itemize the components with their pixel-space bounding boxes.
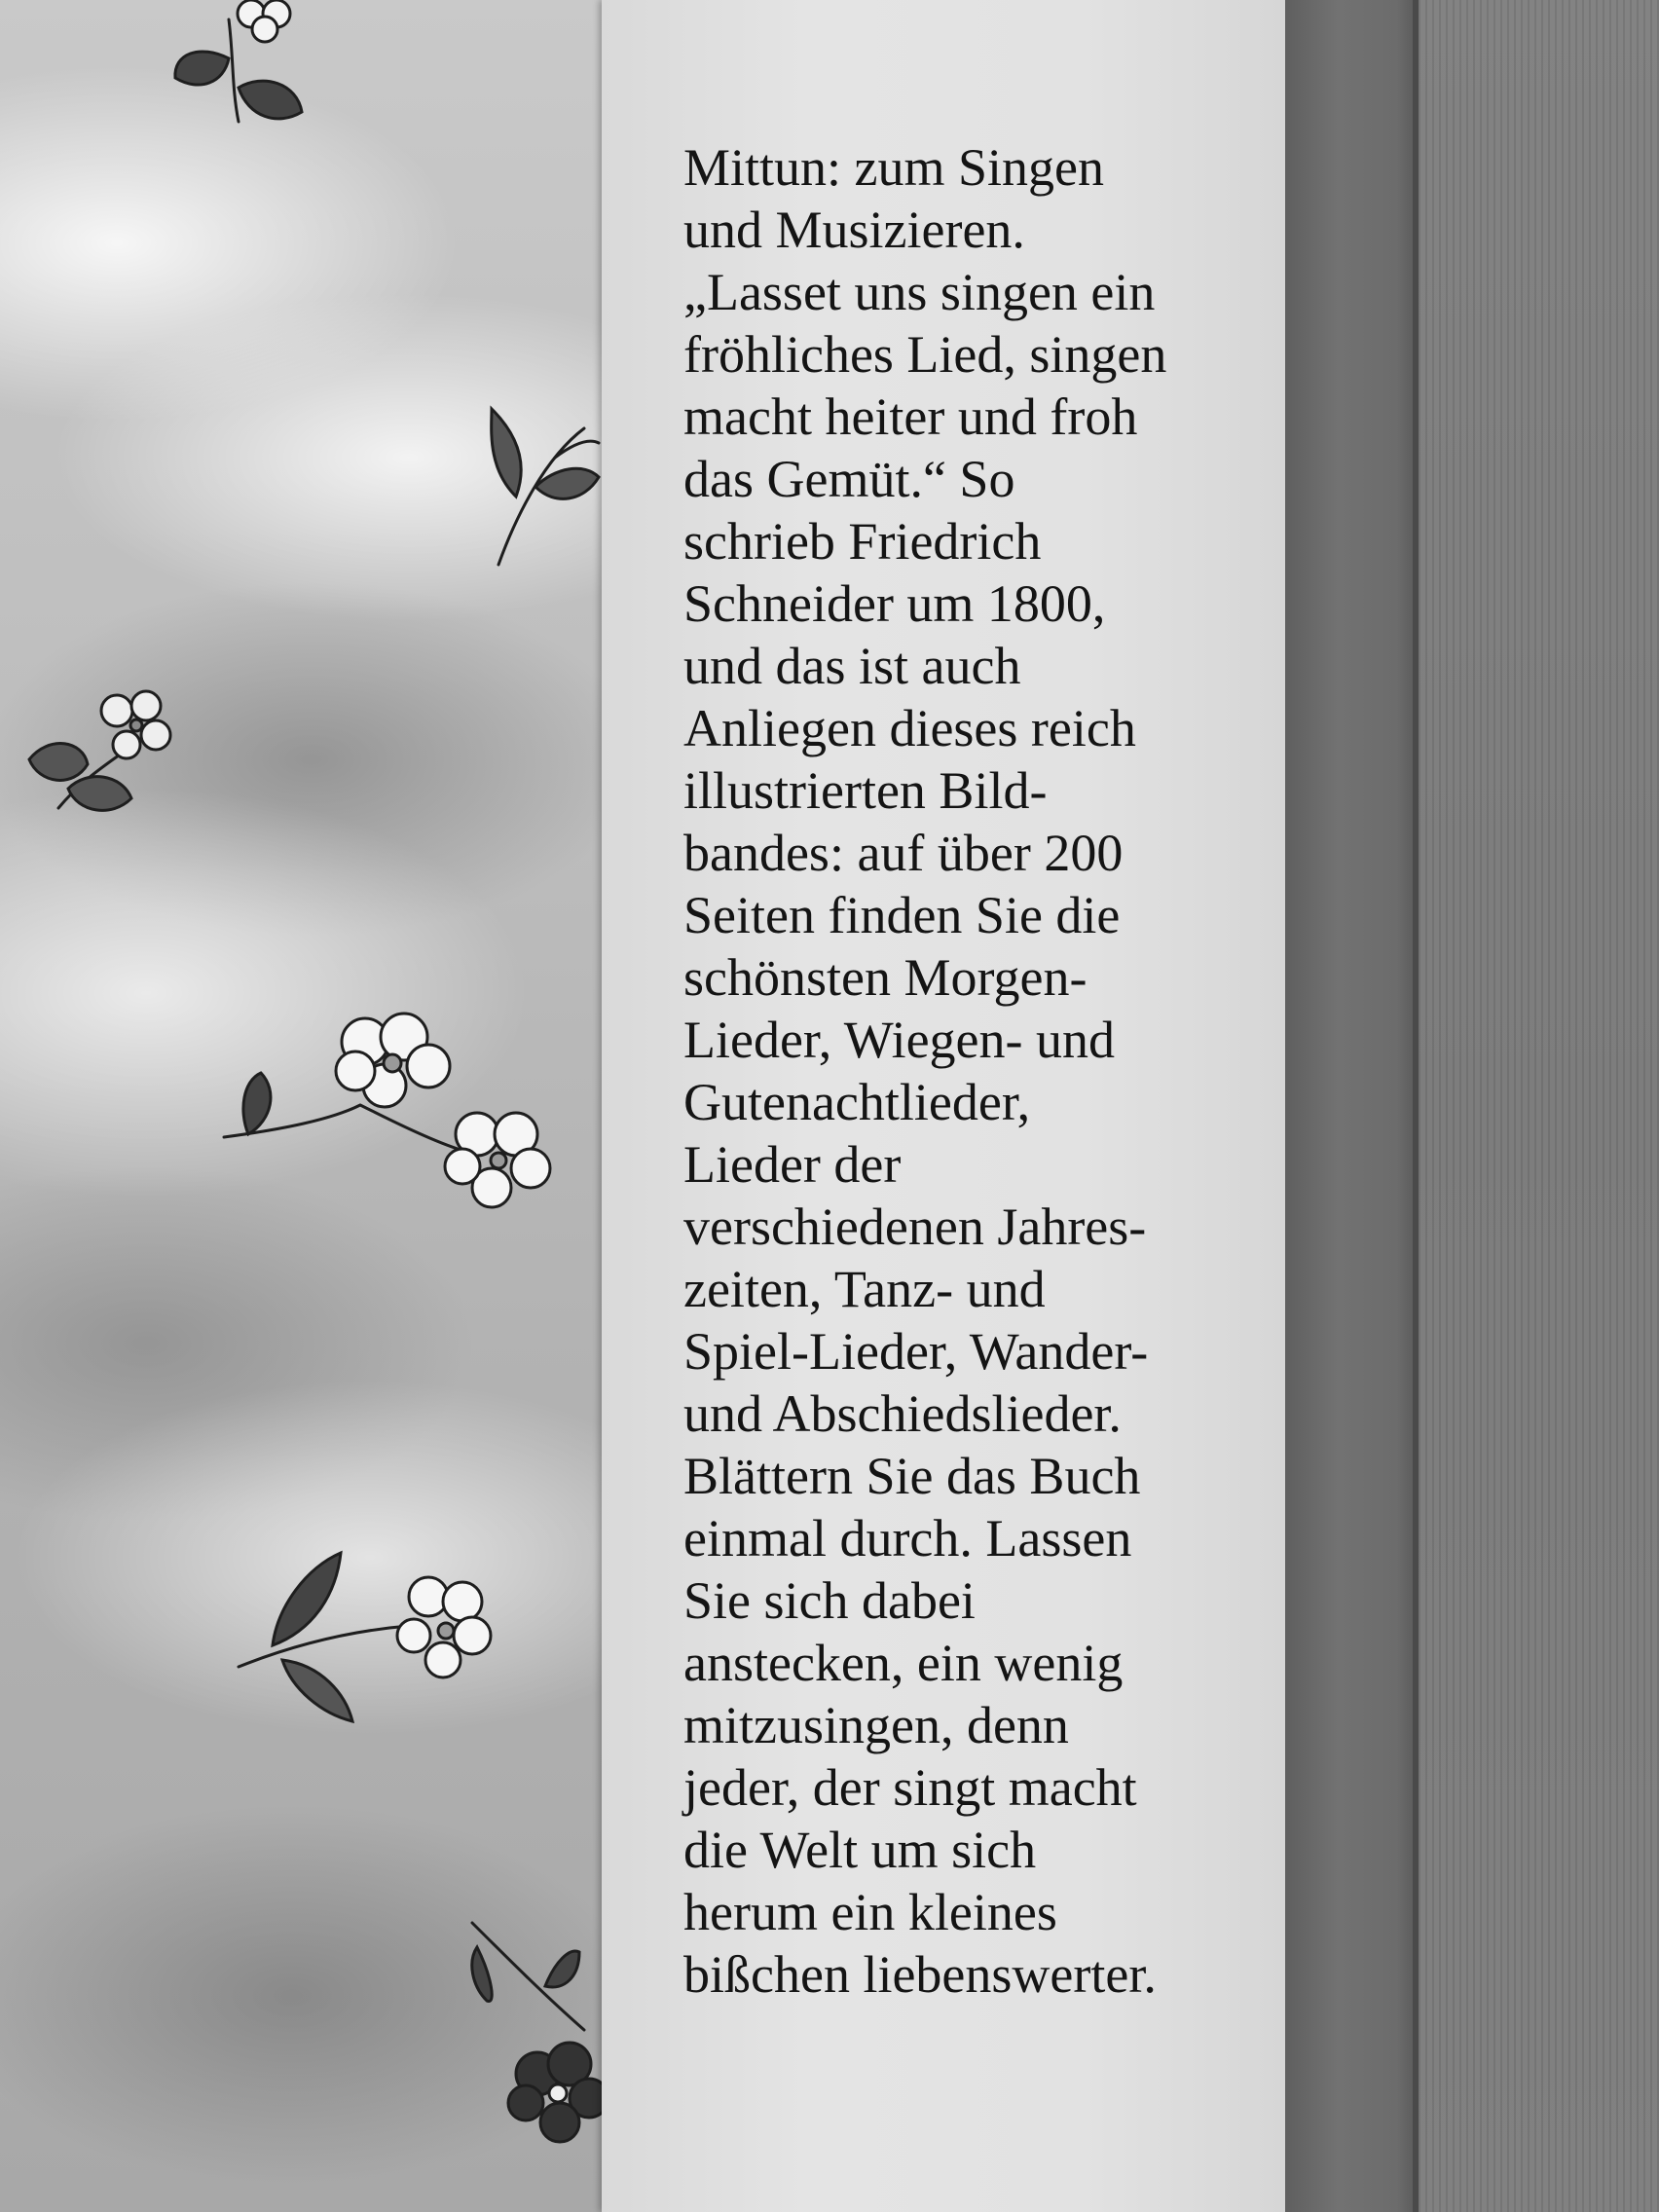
- flower-sprig-icon: [224, 1014, 550, 1207]
- flower-sprigs: [0, 0, 602, 2212]
- blurb-line: fröhliches Lied, singen: [683, 325, 1167, 384]
- flower-sprig-icon: [239, 1553, 491, 1721]
- floral-illustration-panel: [0, 0, 602, 2212]
- blurb-line: schrieb Friedrich: [683, 512, 1042, 571]
- flower-sprig-icon: [29, 691, 170, 810]
- blurb-line: mitzusingen, denn: [683, 1696, 1069, 1754]
- book-spine-shadow: [1285, 0, 1417, 2212]
- blurb-line: schönsten Morgen-: [683, 948, 1088, 1007]
- blurb-line: Seiten finden Sie die: [683, 886, 1121, 944]
- blurb-line: und Abschiedslieder.: [683, 1384, 1122, 1443]
- blurb-line: Mittun: zum Singen: [683, 138, 1104, 197]
- blurb-line: und das ist auch: [683, 637, 1021, 695]
- blurb-line: macht heiter und froh: [683, 387, 1138, 446]
- blurb-line: die Welt um sich: [683, 1821, 1037, 1879]
- blurb-line: Gutenachtlieder,: [683, 1073, 1031, 1131]
- blurb-line: Spiel-Lieder, Wander-: [683, 1322, 1149, 1381]
- blurb-line: anstecken, ein wenig: [683, 1634, 1124, 1692]
- blurb-line: Sie sich dabei: [683, 1571, 976, 1630]
- blurb-line: herum ein kleines: [683, 1883, 1057, 1941]
- blurb-line: Blättern Sie das Buch: [683, 1447, 1141, 1505]
- blurb-line: illustrierten Bild-: [683, 761, 1048, 820]
- blurb-line: „Lasset uns singen ein: [683, 263, 1156, 321]
- blurb-line: jeder, der singt macht: [683, 1758, 1137, 1817]
- blurb-line: Lieder der: [683, 1135, 902, 1194]
- flap-blurb-text: [683, 136, 1268, 2006]
- blurb-line: Anliegen dieses reich: [683, 699, 1136, 757]
- blurb-line: und Musizieren.: [683, 201, 1025, 259]
- blurb-line: Schneider um 1800,: [683, 574, 1106, 633]
- blurb-line: bißchen liebenswerter.: [683, 1945, 1157, 2004]
- textured-cover-board: [1419, 0, 1659, 2212]
- blurb-line: einmal durch. Lassen: [683, 1509, 1132, 1567]
- blurb-line: verschiedenen Jahres-: [683, 1198, 1147, 1256]
- flower-sprig-icon: [175, 0, 302, 122]
- book-flap: [602, 0, 1285, 2212]
- blurb-line: zeiten, Tanz- und: [683, 1260, 1046, 1318]
- blurb-line: bandes: auf über 200: [683, 824, 1124, 882]
- blurb-line: das Gemüt.“ So: [683, 450, 1015, 508]
- blurb-line: Lieder, Wiegen- und: [683, 1011, 1115, 1069]
- flower-sprig-icon: [472, 1923, 602, 2142]
- flower-sprig-icon: [492, 409, 599, 565]
